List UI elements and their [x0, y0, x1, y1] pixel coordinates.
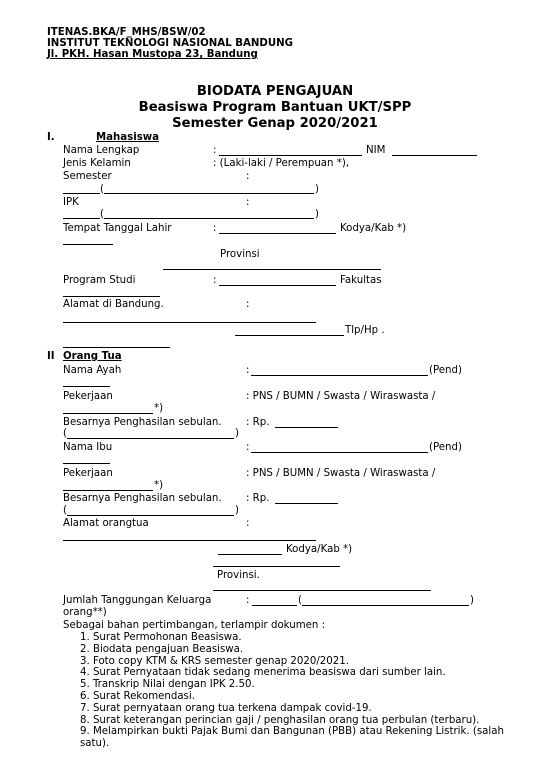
section2-heading: Orang Tua	[63, 351, 122, 362]
label-nim: NIM	[366, 145, 386, 156]
field-ttl-kodya[interactable]	[219, 233, 336, 234]
field-alamat-orangtua[interactable]	[63, 540, 316, 541]
label-jenis-kelamin: Jenis Kelamin	[63, 158, 131, 169]
label-nama-ibu: Nama Ibu	[63, 442, 113, 453]
colon: :	[246, 299, 250, 310]
label-ortu-provinsi: Provinsi.	[217, 570, 260, 581]
label-alamat-bandung: Alamat di Bandung.	[63, 299, 164, 310]
paren-close: )	[315, 209, 319, 220]
docs-intro: Sebagai bahan pertimbangan, terlampir dokumen :	[63, 620, 326, 631]
pekerjaan-ibu-options[interactable]: : PNS / BUMN / Swasta / Wiraswasta /	[246, 468, 436, 479]
field-ortu-provinsi[interactable]	[213, 590, 431, 591]
paren-close: )	[315, 184, 319, 195]
field-program-studi[interactable]	[219, 285, 336, 286]
section2-number: II	[47, 351, 55, 362]
list-item: 9. Melampirkan bukti Pajak Bumi dan Bangunan (PBB) atau Rekening Listrik. (salah	[80, 726, 504, 738]
label-semester: Semester	[63, 171, 112, 182]
paren-open: (	[100, 184, 104, 195]
field-ortu-kodya-2[interactable]	[213, 566, 340, 567]
field-nama-ibu[interactable]	[251, 452, 428, 453]
label-pend-ayah: (Pend)	[429, 365, 462, 376]
label-orang: orang**)	[63, 607, 107, 618]
star-note: *)	[154, 480, 164, 491]
field-ipk[interactable]	[104, 218, 314, 219]
label-provinsi: Provinsi	[220, 249, 260, 260]
field-ttl-date[interactable]	[63, 244, 113, 245]
label-rp: : Rp.	[246, 493, 270, 504]
field-tlp-extra[interactable]	[63, 347, 170, 348]
field-nama-ayah[interactable]	[251, 375, 428, 376]
label-penghasilan-ibu: Besarnya Penghasilan sebulan.	[63, 493, 222, 504]
label-pekerjaan-ibu: Pekerjaan	[63, 468, 113, 479]
label-ipk: IPK	[63, 197, 79, 208]
gender-options[interactable]: : (Laki-laki / Perempuan *),	[213, 158, 350, 169]
label-fakultas: Fakultas	[340, 275, 382, 286]
colon: :	[213, 275, 217, 286]
pekerjaan-ayah-options[interactable]: : PNS / BUMN / Swasta / Wiraswasta /	[246, 391, 436, 402]
field-semester[interactable]	[104, 193, 314, 194]
institution-name: INSTITUT TEKNOLOGI NASIONAL BANDUNG	[47, 38, 294, 49]
label-pend-ibu: (Pend)	[429, 442, 462, 453]
colon: :	[246, 171, 250, 182]
field-pend-ibu[interactable]	[63, 463, 110, 464]
list-item: 1. Surat Permohonan Beasiswa.	[80, 632, 242, 643]
section1-heading: Mahasiswa	[96, 132, 160, 143]
list-item: 7. Surat pernyataan orang tua terkena dampak covid-19.	[80, 702, 372, 714]
list-item: 6. Surat Rekomendasi.	[80, 690, 195, 702]
section1-number: I.	[47, 132, 55, 143]
field-penghasilan-ayah-terbilang[interactable]	[67, 438, 234, 439]
field-tanggungan[interactable]	[252, 605, 297, 606]
field-ttl-provinsi[interactable]	[163, 269, 381, 270]
list-item: 2. Biodata pengajuan Beasiswa.	[80, 643, 244, 655]
list-item: satu).	[80, 738, 110, 750]
paren-open: (	[63, 428, 67, 439]
label-nama-lengkap: Nama Lengkap	[63, 145, 140, 156]
field-ortu-kodya[interactable]	[218, 554, 282, 555]
doc-subtitle: Beasiswa Program Bantuan UKT/SPP	[138, 100, 412, 115]
star-note: *)	[154, 403, 164, 414]
colon: :	[246, 197, 250, 208]
label-tanggungan: Jumlah Tanggungan Keluarga	[63, 595, 212, 606]
label-rp: : Rp.	[246, 417, 270, 428]
list-item: 3. Foto copy KTM & KRS semester genap 2020/2021.	[80, 655, 349, 667]
form-code: ITENAS.BKA/F_MHS/BSW/02	[47, 27, 206, 38]
field-alamat-bandung[interactable]	[63, 322, 316, 323]
colon: :	[246, 518, 250, 529]
doc-title: BIODATA PENGAJUAN	[196, 84, 354, 99]
field-tanggungan-terbilang[interactable]	[302, 605, 469, 606]
colon: :	[246, 595, 250, 606]
list-item: 5. Transkrip Nilai dengan IPK 2.50.	[80, 679, 255, 691]
field-pekerjaan-ibu[interactable]	[63, 490, 153, 491]
field-penghasilan-ibu[interactable]	[275, 503, 338, 504]
label-pekerjaan-ayah: Pekerjaan	[63, 391, 113, 402]
paren-close: )	[235, 505, 239, 516]
label-program-studi: Program Studi	[63, 275, 136, 286]
label-nama-ayah: Nama Ayah	[63, 365, 122, 376]
list-item: 8. Surat keterangan perincian gaji / penghasilan orang tua perbulan (terbaru).	[80, 714, 480, 726]
paren-close: )	[235, 428, 239, 439]
paren-open: (	[298, 595, 302, 606]
field-tlp[interactable]	[235, 335, 344, 336]
colon: :	[246, 442, 250, 453]
label-ttl: Tempat Tanggal Lahir	[63, 223, 172, 234]
field-semester-blank[interactable]	[63, 193, 100, 194]
field-pend-ayah[interactable]	[63, 386, 110, 387]
field-pekerjaan-ayah[interactable]	[63, 413, 153, 414]
colon: :	[246, 365, 250, 376]
field-penghasilan-ayah[interactable]	[275, 427, 338, 428]
field-penghasilan-ibu-terbilang[interactable]	[67, 515, 234, 516]
paren-close: )	[470, 595, 474, 606]
doc-semester: Semester Genap 2020/2021	[172, 116, 378, 131]
list-item: 4. Surat Pernyataan tidak sedang menerima beasiswa dari sumber lain.	[80, 667, 446, 679]
docs-list	[80, 632, 504, 750]
label-ortu-kodya: Kodya/Kab *)	[286, 544, 353, 555]
paren-open: (	[100, 209, 104, 220]
field-nim[interactable]	[392, 155, 477, 156]
institution-address: Jl. PKH. Hasan Mustopa 23, Bandung	[47, 49, 258, 60]
field-nama-lengkap[interactable]	[219, 155, 362, 156]
label-penghasilan-ayah: Besarnya Penghasilan sebulan.	[63, 417, 222, 428]
label-alamat-orangtua: Alamat orangtua	[63, 518, 149, 529]
label-kodya: Kodya/Kab *)	[340, 223, 407, 234]
field-ipk-blank[interactable]	[63, 218, 100, 219]
field-fakultas[interactable]	[63, 296, 160, 297]
colon: :	[213, 223, 217, 234]
colon: :	[213, 145, 217, 156]
label-tlp: Tlp/Hp .	[345, 325, 385, 336]
paren-open: (	[63, 505, 67, 516]
